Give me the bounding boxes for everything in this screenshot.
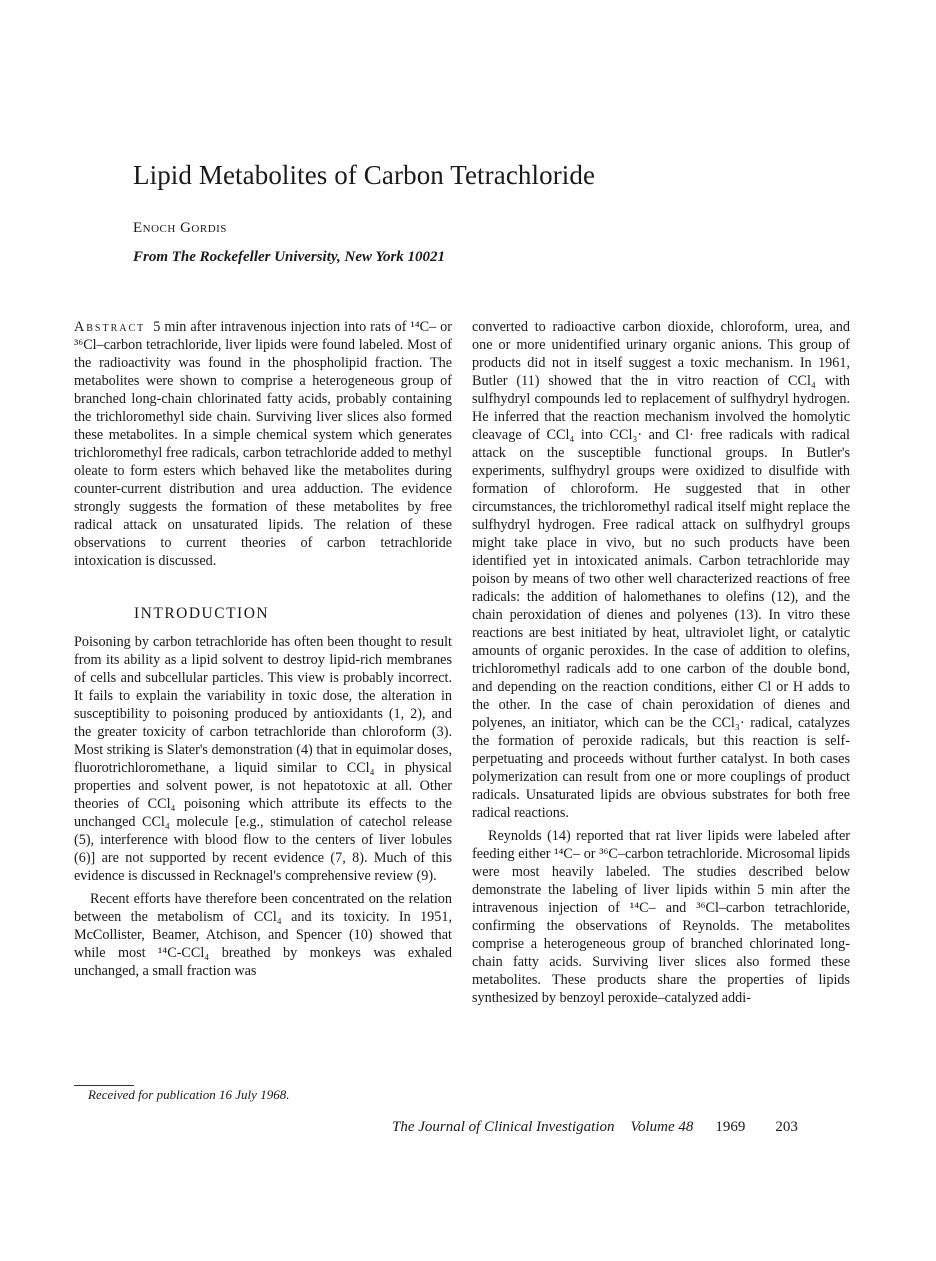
abstract-text: 5 min after intravenous injection into rats of ¹⁴C– or ³⁶Cl–carbon tetrachloride, liver lipids were found labeled. Most of the radioactivity was found in the phospholipid fraction. The metabolites were shown to comprise a heterogeneous group of branched long-chain chlorinated fatty acids, probably containing the trichloromethyl side chain. Surviving liver slices also formed these metabolites. In a simple chemical system which generates trichloromethyl free radicals, carbon tetrachloride added to methyl oleate to form esters which behaved like the metabolites during counter-current distribution and urea adduction. The evidence strongly suggests the formation of these metabolites by free radical attack on unsaturated lipids. The relation of these observations to current theories of carbon tetrachloride intoxication is discussed. [74, 319, 453, 569]
page-number: 203 [775, 1119, 798, 1135]
abstract-label: Abstract [74, 319, 146, 335]
footnote-divider [74, 1085, 134, 1086]
page-footer [392, 1119, 852, 1136]
introduction-heading: INTRODUCTION [134, 605, 270, 622]
author-name: Enoch Gordis [133, 220, 227, 236]
right-column [472, 318, 850, 1007]
footnote-received: Received for publication 16 July 1968. [88, 1087, 290, 1102]
body-paragraph-2: Reynolds (14) reported that rat liver lipids were labeled after feeding either ¹⁴C– or ³⁶C–carbon tetrachloride. Microsomal lipids were most heavily labeled. The studies described below demonstrate the labeling of liver lipids within 5 min after the intravenous injection of ¹⁴C– and ³⁶Cl–carbon tetrachloride, confirming the observations of Reynolds. The metabolites comprise a heterogeneous group of branched chlorinated long-chain fatty acids. Surviving liver slices also formed these metabolites. These products share the properties of lipids synthesized by benzoyl peroxide–catalyzed addi- [472, 828, 850, 1006]
journal-name: The Journal of Clinical Investigation [392, 1119, 615, 1135]
intro-paragraph-2: Recent efforts have therefore been concentrated on the relation between the metabolism of CCl₄ and its toxicity. In 1951, McCollister, Beamer, Atchison, and Spencer (10) showed that while most ¹⁴C-CCl₄ breathed by monkeys was exhaled unchanged, a small fraction was [74, 891, 452, 979]
journal-year: 1969 [715, 1119, 746, 1135]
body-paragraph-1: converted to radioactive carbon dioxide, chloroform, urea, and one or more unidentified urinary organic anions. This group of products did not in itself suggest a toxic mechanism. In 1961, Butler (11) showed that the in vitro reaction of CCl₄ with sulfhydryl compounds led to replacement of sulfhydryl hydrogen. He inferred that the reaction mechanism involved the homolytic cleavage of CCl₄ into CCl₃· and Cl· free radicals with radical attack on the susceptible functional groups. In Butler's experiments, sulfhydryl groups were oxidized to disulfide with formation of chloroform. He suggested that in other circumstances, the trichloromethyl radical itself might replace the sulfhydryl hydrogen. Free radical attack on sulfhydryl groups might take place in vivo, but no such products have been identified yet in intoxicated animals. Carbon tetrachloride may poison by means of two other well characterized reactions of free radicals: the addition of halomethanes to olefins (12), and the chain peroxidation of dienes and polyenes (13). In vitro these reactions are best initiated by heat, ultraviolet light, or catalytic amounts of organic peroxides. In the case of addition to olefins, trichloromethyl radicals add to one carbon of the double bond, and depending on the reaction conditions, either Cl or H adds to the other. In the case of chain peroxidation of dienes and polyenes, an initiator, which can be the CCl₃· radical, catalyzes the formation of peroxide radicals, but this reaction is self-perpetuating and proceeds without further catalyst. In both cases polymerization can result from one or more couplings of product radicals. Unsaturated lipids are obvious substrates for both free radical reactions. [472, 319, 850, 821]
article-title: Lipid Metabolites of Carbon Tetrachloride [133, 160, 596, 190]
abstract [74, 318, 452, 570]
journal-volume: Volume 48 [630, 1119, 694, 1135]
left-column [74, 318, 452, 980]
author-affiliation: From The Rockefeller University, New York 10021 [133, 249, 446, 265]
intro-paragraph-1: Poisoning by carbon tetrachloride has often been thought to result from its ability as a lipid solvent to destroy lipid-rich membranes of cells and subcellular particles. This view is probably incorrect. It fails to explain the variability in toxic dose, the alteration in susceptibility to poisoning produced by antioxidants (1, 2), and the greater toxicity of carbon tetrachloride than chloroform (3). Most striking is Slater's demonstration (4) that in equimolar doses, fluorotrichloromethane, a liquid similar to CCl₄ in physical properties and solvent power, is not hepatotoxic at all. Other theories of CCl₄ poisoning which attribute its effects to the unchanged CCl₄ molecule [e.g., stimulation of catechol release (5), interference with blood flow to the centers of liver lobules (6)] are not supported by recent evidence (7, 8). Much of this evidence is discussed in Recknagel's comprehensive review (9). [74, 634, 452, 884]
